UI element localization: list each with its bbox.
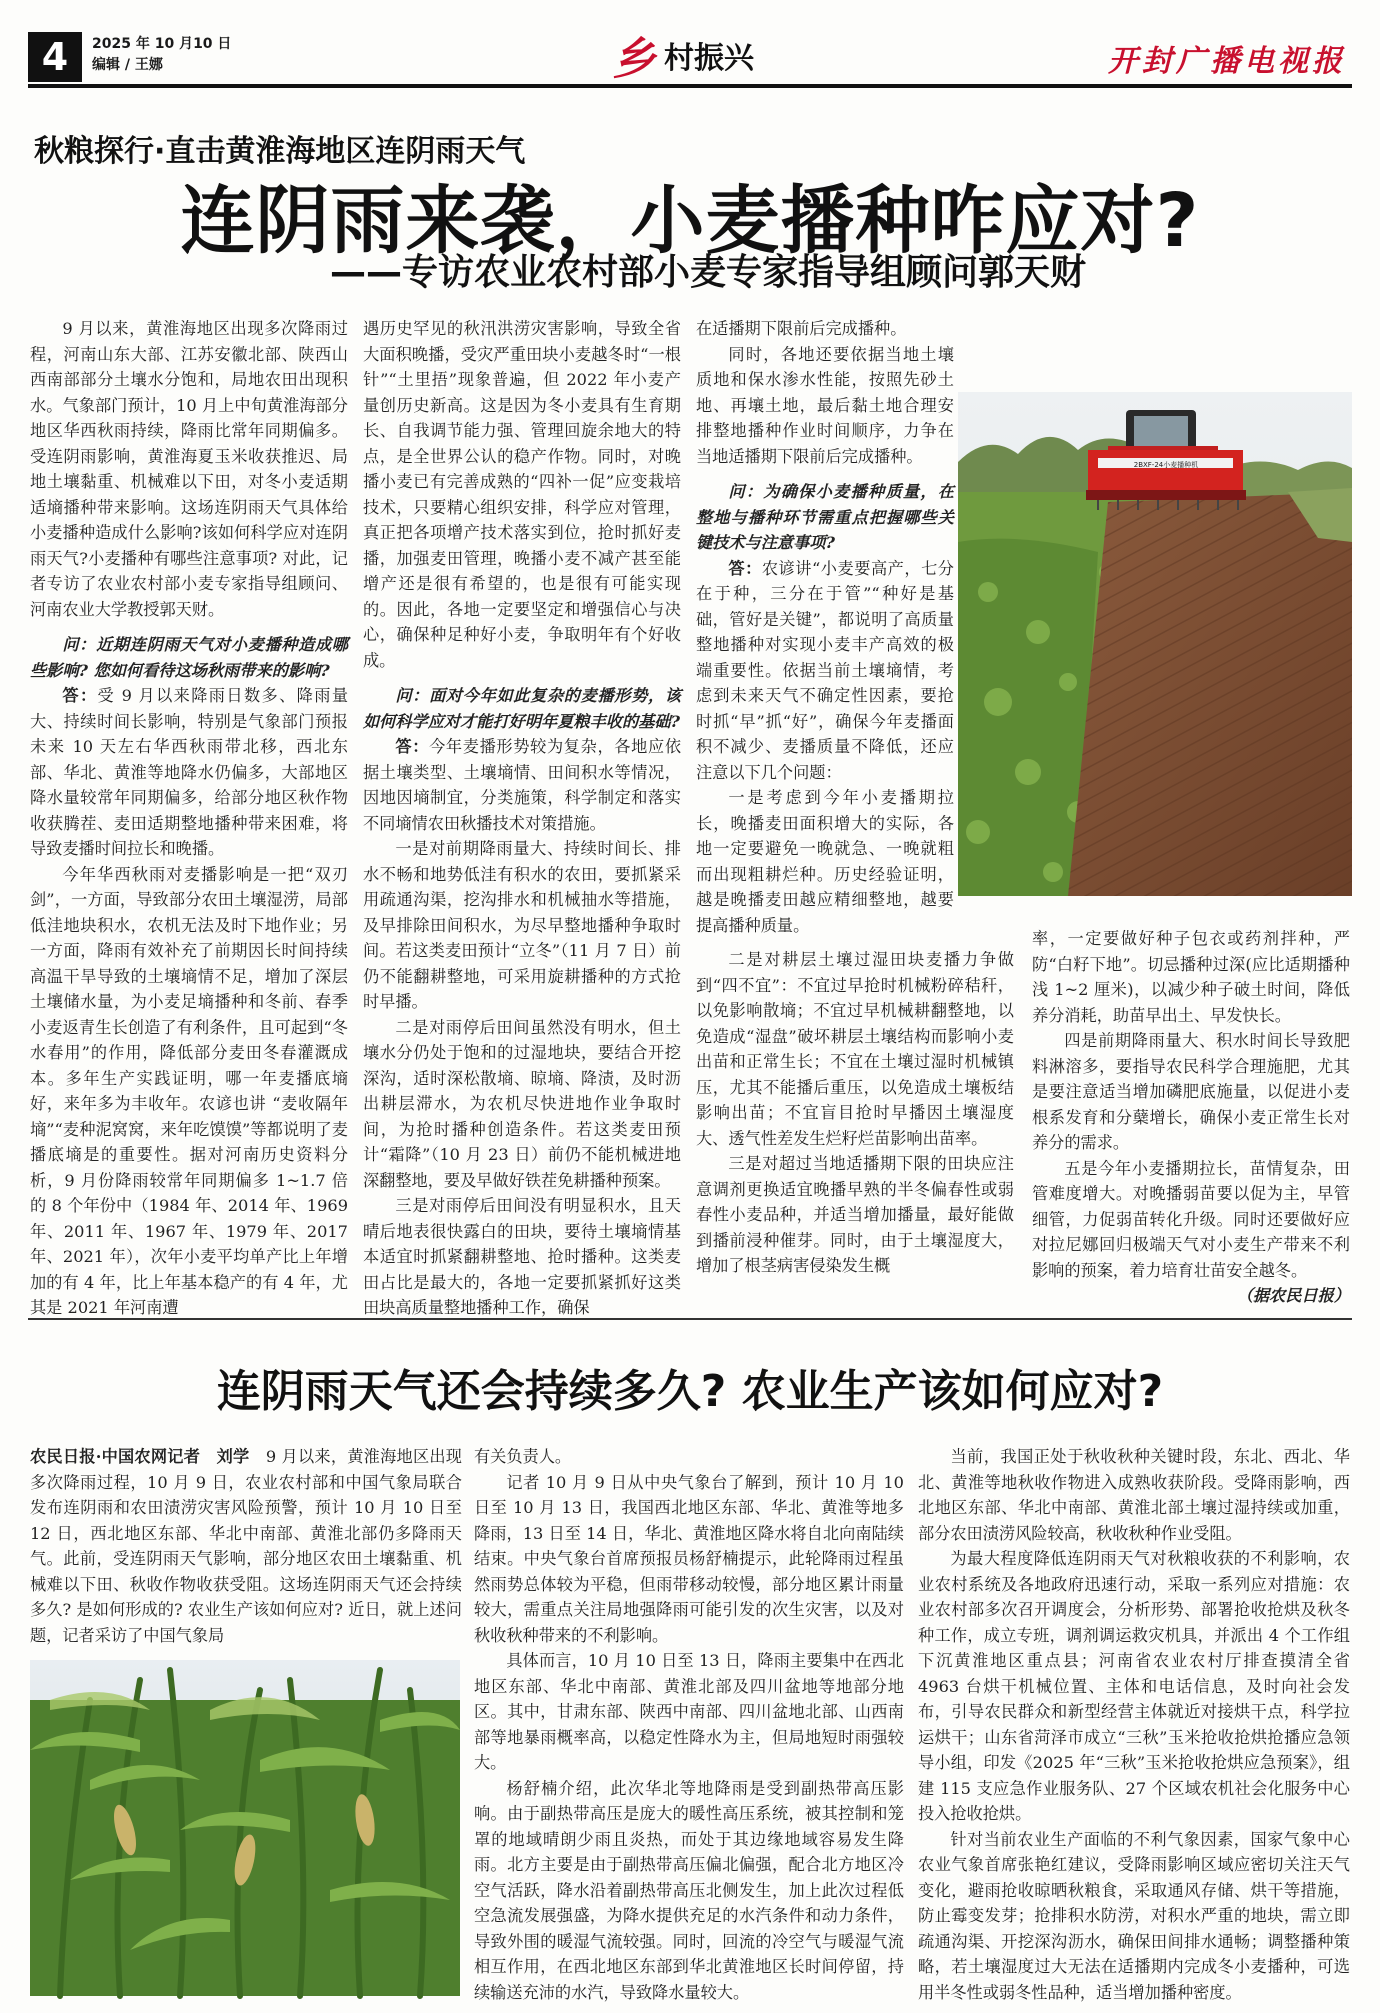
- paragraph: 有关负责人。: [474, 1447, 572, 1466]
- page-number: 4: [28, 32, 82, 82]
- article1-column-2: [363, 316, 682, 1317]
- paragraph: 为最大程度降低连阴雨天气对秋粮收获的不利影响，农业农村系统及各地政府迅速行动，采取一系列应对措施：农业农村部多次召开调度会，分析形势、部署抢收抢烘及秋冬种工作，成立专班，调剂调运救灾机具，并派出 4 个工作组下沉黄淮地区重点县；河南省农业农村厅排查摸清全省 4963 台烘干机械位置、主体和电话信息，及时向社会发布，引导农民群众和新型经营主体就近对接烘干点，科学拉运烘干；山东省菏泽市成立“三秋”玉米抢收抢烘抢播应急领导小组，印发《2025 年“三秋”玉米抢收抢烘应急预案》，组建 115 支应急作业服务队、27 个区域农机社会化服务中心投入抢收抢烘。: [918, 1549, 1350, 1823]
- masthead: [28, 26, 1352, 88]
- paper-name-logo: 开封广播电视报: [1108, 44, 1346, 79]
- article1-subhead: ——专访农业农村部小麦专家指导组顾问郭天财: [330, 252, 1087, 293]
- paragraph: 三是对超过当地适播期下限的田块应注意调剂更换适宜晚播早熟的半冬偏春性或弱春性小麦品种，并适当增加播量，最好能做到播前浸种催芽。同时，由于土壤湿度大，增加了根茎病害侵染发生概: [696, 1154, 1014, 1275]
- section-title: [610, 26, 754, 85]
- paragraph: 五是今年小麦播期拉长，苗情复杂，田管难度增大。对晚播弱苗要以促为主，早管细管，力促弱苗转化升级。同时还要做好应对拉尼娜回归极端天气对小麦生产带来不利影响的预案，着力培育壮苗安全越冬。: [1032, 1158, 1350, 1280]
- answer-label: 答：: [395, 737, 430, 756]
- paragraph: 在适播期下限前后完成播种。: [696, 319, 907, 338]
- paragraph: 一是考虑到今年小麦播期拉长，晚播麦田面积增大的实际，各地一定要避免一晚就急、一晚就粗而出现粗耕烂种。历史经验证明，越是晚播麦田越应精细整地，越要提高播种质量。: [696, 788, 954, 935]
- article1-headline: 连阴雨来袭，小麦播种咋应对?: [180, 178, 1200, 264]
- article2-byline: 农民日报·中国农网记者 刘学: [30, 1447, 250, 1466]
- article1-column-3-top: [696, 316, 954, 946]
- issue-editor: 编辑 / 王娜: [92, 57, 163, 73]
- paragraph: 同时，各地还要依据当地土壤质地和保水渗水性能，按照先砂土地、再壤土地，最后黏土地合理安排整地播种作业时间顺序，力争在当地适播期下限前后完成播种。: [696, 344, 954, 466]
- question-3: 问：为确保小麦播种质量，在整地与播种环节需重点把握哪些关键技术与注意事项?: [696, 482, 954, 552]
- answer-text: 今年麦播形势较为复杂，各地应依据土壤类型、土壤墒情、田间积水等情况，因地因墒制宜，分类施策，科学制定和落实不同墒情农田秋播技术对策措施。: [363, 737, 682, 833]
- article2-column-3: [918, 1444, 1350, 2002]
- article2-lead: [30, 1444, 462, 1648]
- paragraph: 二是对耕层土壤过湿田块麦播力争做到“四不宜”：不宜过早抢时机械粉碎秸秆，以免影响散墒；不宜过早机械耕翻整地，以免造成“湿盘”破坏耕层土壤结构而影响小麦出苗和正常生长；不宜在土壤过湿时机械镇压，尤其不能播后重压，以免造成土壤板结影响出苗；不宜盲目抢时早播因土壤湿度大、透气性差发生烂籽烂苗影响出苗率。: [696, 950, 1014, 1148]
- article2-column-2: [474, 1444, 904, 2002]
- answer-text: 农谚讲“小麦要高产，七分在于种，三分在于管”“种好是基础，管好是关键”，都说明了高质量整地播种对实现小麦丰产高效的极端重要性。依据当前土壤墒情，考虑到未来天气不确定性因素，要抢时抓“早”抓“好”，确保今年麦播面积不减少、麦播质量不降低，还应注意以下几个问题：: [696, 558, 954, 782]
- paragraph: 杨舒楠介绍，此次华北等地降雨是受到副热带高压影响。由于副热带高压是庞大的暖性高压系统，被其控制和笼罩的地域晴朗少雨且炎热，而处于其边缘地域容易发生降雨。北方主要是由于副热带高压偏北偏强，配合北方地区冷空气活跃，降水沿着副热带高压北侧发生，加上此次过程低空急流发展强盛，为降水提供充足的水汽条件和动力条件，导致外围的暖湿气流较强。同时，回流的冷空气与暖湿气流相互作用，在西北地区东部到华北黄淮地区长时间停留，持续输送充沛的水汽，导致降水量较大。: [474, 1778, 904, 2002]
- section-divider: [28, 1318, 1352, 1320]
- paragraph: 率，一定要做好种子包衣或药剂拌种，严防“白籽下地”。切忌播种过深(应比适期播种浅 1~2 厘米)，以减少种子破土时间，降低养分消耗，助苗早出土、早发快长。: [1032, 929, 1350, 1025]
- tractor-seeding-image: [958, 392, 1352, 896]
- answer-text: 受 9 月以来降雨日数多、降雨量大、持续时间长影响，特别是气象部门预报未来 10 天左右华西秋雨带北移，西北东部、华北、黄淮等地降水仍偏多，大部地区降水量较常年同期偏多，给部分地区秋作物收获腾茬、麦田适期整地播种带来困难，将导致麦播时间拉长和晚播。: [30, 686, 349, 858]
- tractor-seeding-photo: [958, 392, 1352, 896]
- section-name: 村振兴: [664, 41, 754, 76]
- issue-date: 2025 年 10 月10 日: [92, 36, 232, 52]
- paragraph: 当前，我国正处于秋收秋种关键时段，东北、西北、华北、黄淮等地秋收作物进入成熟收获阶段。受降雨影响，西北地区东部、华北中南部、黄淮北部土壤过湿持续或加重，部分农田渍涝风险较高，秋收秋种作业受阻。: [918, 1447, 1350, 1543]
- paragraph: 四是前期降雨量大、积水时间长导致肥料淋溶多，要指导农民科学合理施肥，尤其是要注意适当增加磷肥底施量，以促进小麦根系发育和分蘖增长，确保小麦正常生长对养分的需求。: [1032, 1031, 1350, 1152]
- article2-column-1: [30, 1444, 462, 1656]
- corn-field-image: [30, 1660, 460, 1996]
- answer-1-p1: [30, 683, 348, 862]
- lead-text: 9 月以来，黄淮海地区出现多次降雨过程，10 月 9 日，农业农村部和中国气象局联合发布连阴雨和农田渍涝灾害风险预警，预计 10 月 10 日至 12 日，西北地区东部、华北中南部、黄淮北部仍多降雨天气。此前，受连阴雨天气影响，部分地区农田土壤黏重、机械难以下田、秋收作物收获受阻。这场连阴雨天气还会持续多久? 是如何形成的? 农业生产该如何应对? 近日，就上述问题，记者采访了中国气象局: [30, 1447, 462, 1645]
- answer-label: 答：: [728, 558, 762, 578]
- paragraph: 具体而言，10 月 10 日至 13 日，降雨主要集中在西北地区东部、华北中南部、黄淮北部及四川盆地等地部分地区。其中，甘肃东部、陕西中南部、四川盆地北部、山西南部等地暴雨概率高，以稳定性降水为主，但局地短时雨强较大。: [474, 1651, 904, 1772]
- corn-field-photo: [30, 1660, 460, 1996]
- answer-3-p1: [696, 556, 954, 786]
- paragraph: 一是对前期降雨量大、持续时间长、排水不畅和地势低洼有积水的农田，要抓紧采用疏通沟渠，挖沟排水和机械抽水等措施，及早排除田间积水，为尽早整地播种争取时间。若这类麦田预计“立冬”（11 月 7 日）前仍不能翻耕整地，可采用旋耕播种的方式抢时早播。: [363, 839, 681, 1011]
- article1-column-1: [30, 316, 349, 1317]
- paragraph: 针对当前农业生产面临的不利气象因素，国家气象中心农业气象首席张艳红建议，受降雨影响区域应密切关注天气变化，避雨抢收晾晒秋粮食，采取通风存储、烘干等措施，防止霉变发芽；抢排积水防涝，对积水严重的地块，需立即疏通沟渠、开挖深沟沥水，确保田间排水通畅；调整播种策略，若土壤湿度过大无法在适播期内完成冬小麦播种，可选用半冬性或弱冬性品种，适当增加播种密度。: [918, 1829, 1350, 2002]
- paragraph: 9 月以来，黄淮海地区出现多次降雨过程，河南山东大部、江苏安徽北部、陕西山西南部部分土壤水分饱和，局地农田出现积水。气象部门预计，10 月上中旬黄淮海部分地区华西秋雨持续，降雨比常年同期偏多。受连阴雨影响，黄淮海夏玉米收获推迟、局地土壤黏重、机械难以下田，对冬小麦适期适墒播种带来影响。这场连阴雨天气具体给小麦播种造成什么影响?该如何科学应对连阴雨天气?小麦播种有哪些注意事项? 对此，记者专访了农业农村部小麦专家指导组顾问、河南农业大学教授郭天财。: [30, 319, 348, 619]
- article2-headline: 连阴雨天气还会持续多久? 农业生产该如何应对?: [216, 1366, 1164, 1417]
- article1-column-4: [1032, 926, 1350, 1304]
- question-2: 问：面对今年如此复杂的麦播形势，该如何科学应对才能打好明年夏粮丰收的基础?: [363, 686, 681, 731]
- article1-kicker: 秋粮探行·直击黄淮海地区连阴雨天气: [34, 134, 526, 169]
- paragraph: 记者 10 月 9 日从中央气象台了解到，预计 10 月 10 日至 10 月 13 日，我国西北地区东部、华北、黄淮等地多降雨，13 日至 14 日，华北、黄淮地区降水将自北向南陆续结束。中央气象台首席预报员杨舒楠提示，此轮降雨过程虽然雨势总体较为平稳，但雨带移动较慢，部分地区累计雨量较大，需重点关注局地强降雨可能引发的次生灾害，以及对秋收秋种带来的不利影响。: [474, 1472, 904, 1645]
- paragraph: 二是对雨停后田间虽然没有明水，但土壤水分仍处于饱和的过湿地块，要结合开挖深沟，适时深松散墒、晾墒、降渍，及时沥出耕层滞水，为农机尽快进地作业争取时间，为抢时播种创造条件。若这类麦田预计“霜降”（10 月 23 日）前仍不能机械进地深翻整地，要及早做好铁茬免耕播种预案。: [363, 1017, 681, 1190]
- seeder-machine: [1088, 450, 1243, 492]
- issue-info: [92, 34, 231, 76]
- paragraph: 今年华西秋雨对麦播影响是一把“双刃剑”，一方面，导致部分农田土壤湿涝，局部低洼地块积水，农机无法及时下地作业；另一方面，降雨有效补充了前期因长时间持续高温干旱导致的土壤墒情不足，增加了深层土壤储水量，为小麦足墒播种和冬前、春季小麦返青生长创造了有利条件，且可起到“冬水春用”的作用，降低部分麦田冬春灌溉成本。多年生产实践证明，哪一年麦播底墒好，来年多为丰收年。农谚也讲 “麦收隔年墒”“麦种泥窝窝，来年吃馍馍”等都说明了麦播底墒是的重要性。据对河南历史资料分析，9 月份降雨较常年同期偏多 1~1.7 倍的 8 个年份中（1984 年、2014 年、1969 年、2011 年、1967 年、1979 年、2017 年、2021 年），次年小麦平均单产比上年增加的有 4 年，比上年基本稳产的有 4 年，尤其是 2021 年河南遭: [30, 864, 348, 1317]
- article1-source: （据农民日报）: [1236, 1286, 1350, 1305]
- paragraph: 遇历史罕见的秋汛洪涝灾害影响，导致全省大面积晚播，受灾严重田块小麦越冬时“一根针”“土里捂”现象普遍，但 2022 年小麦产量创历史新高。这是因为冬小麦具有生育期长、自我调节能力强、管理回旋余地大的特点，是全世界公认的稳产作物。同时，对晚播小麦已有完善成熟的“四补一促”应变栽培技术，只要精心组织安排，科学应对管理，真正把各项增产技术落实到位，抢时抓好麦播，加强麦田管理，晚播小麦不减产甚至能增产还是很有希望的，也是很有可能实现的。因此，各地一定要坚定和增强信心与决心，确保种足种好小麦，争取明年有个好收成。: [363, 319, 681, 670]
- answer-2-p1: [363, 734, 681, 836]
- section-mark-logo: 乡: [610, 34, 664, 85]
- seeder-sign-text: 2BXF-24小麦播种机: [1133, 461, 1199, 469]
- paragraph: 三是对雨停后田间没有明显积水，且天晴后地表很快露白的田块，要待土壤墒情基本适宜时抓紧翻耕整地、抢时播种。这类麦田占比是最大的，各地一定要抓紧抓好这类田块高质量整地播种工作，确保: [363, 1196, 681, 1317]
- answer-label: 答：: [62, 686, 98, 705]
- article1-column-3-bottom: [696, 947, 1014, 1304]
- question-1: 问：近期连阴雨天气对小麦播种造成哪些影响? 您如何看待这场秋雨带来的影响?: [30, 635, 348, 680]
